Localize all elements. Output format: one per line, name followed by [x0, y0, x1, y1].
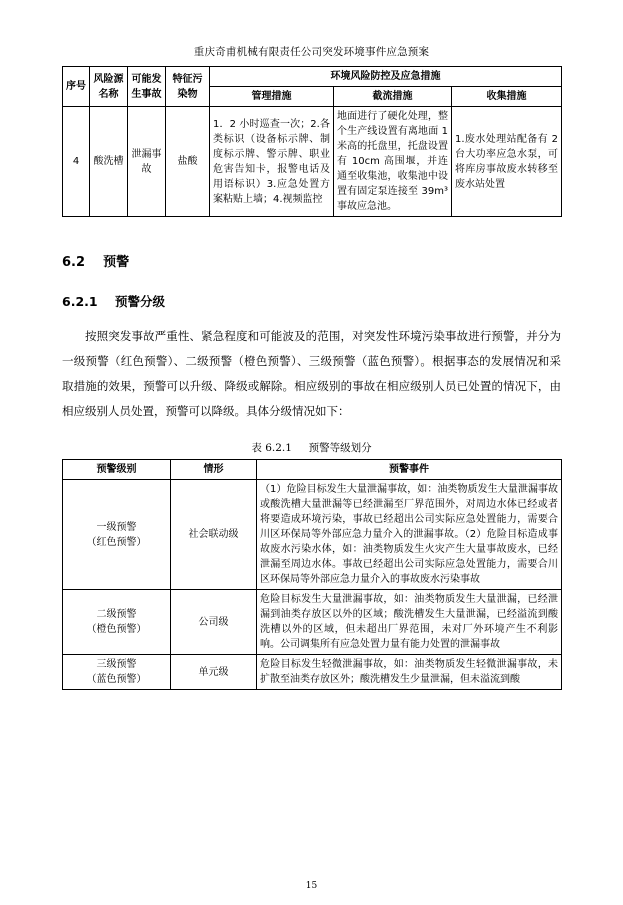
- table-row: [63, 480, 562, 590]
- section-621-paragraph: 按照突发事故严重性、紧急程度和可能波及的范围，对突发性环境污染事故进行预警，并分为一级预警（红色预警）、二级预警（橙色预警）、三级预警（蓝色预警）。根据事态的发展情况和采取措施的效果，预警可以升级、降级或解除。相应级别的事故在相应级别人员已处置的情况下，由相应级别人员处置，预警可以降级。具体分级情况如下：: [62, 329, 561, 418]
- header-intercept: 截流措施: [334, 87, 452, 107]
- cell-warning-event: 危险目标发生轻微泄漏事故，如：油类物质发生轻微泄漏事故，未扩散至油类存放区外；酸洗槽发生少量泄漏，但未溢流到酸: [257, 655, 562, 690]
- cell-pollutant: 盐酸: [166, 107, 210, 217]
- table2-caption-text: 预警等级划分: [308, 442, 372, 454]
- header-seq: 序号: [63, 67, 90, 107]
- warning-level-line1: 二级预警: [96, 609, 137, 620]
- table-row: [63, 655, 562, 690]
- header-risk-source: 风险源名称: [90, 67, 128, 107]
- section-heading-62: [62, 251, 561, 270]
- table-row: [63, 590, 562, 655]
- cell-warning-event: 危险目标发生大量泄漏事故，如：油类物质发生大量泄漏，已经泄漏到油类存放区以外的区域；酸洗槽发生大量泄漏，已经溢流到酸洗槽以外的区域，但未超出厂界范围，未对厂外环境产生不利影响。公司调集所有应急处置力量有能力处置的泄漏事故: [257, 590, 562, 655]
- section-621-title: 预警分级: [115, 294, 166, 309]
- table2-caption: [62, 440, 561, 455]
- table2-header-row: [63, 460, 562, 480]
- cell-intercept: 地面进行了硬化处理，整个生产线设置有离地面 1 米高的托盘里，托盘设置有 10cm 高围堰，并连通至收集池，收集池中设置有固定泵连接至 39m³事故应急池。: [334, 107, 452, 217]
- cell-accident: 泄漏事故: [128, 107, 166, 217]
- table-header-row-1: [63, 67, 562, 87]
- cell-warning-event: （1）危险目标发生大量泄漏事故，如：油类物质发生大量泄漏事故或酸洗槽大量泄漏等已经泄漏至厂界范围外，对周边水体已经或者将要造成环境污染，事故已经超出公司实际应急处置能力，需要合川区环保局等外部应急力量介入的泄漏事故。（2）危险目标造成事故废水污染水体，如：油类物质发生火灾产生大量事故废水，已经泄漏至周边水体。事故已经超出公司实际应急处置能力，需要合川区环保局等外部应急力量介入的事故废水污染事故: [257, 480, 562, 590]
- cell-seq: 4: [63, 107, 90, 217]
- warning-level-line2: （橙色预警）: [86, 624, 147, 635]
- cell-warning-level: [63, 655, 171, 690]
- section-621-number: 6.2.1: [62, 294, 98, 309]
- warning-level-line1: 三级预警: [96, 659, 137, 670]
- cell-manage: 1．2 小时巡查一次；2.各类标识（设备标示牌、制度标示牌、警示牌、职业危害告知卡，报警电话及用语标识）3.应急处置方案粘贴上墙；4.视频监控: [210, 107, 334, 217]
- document-page: [0, 44, 623, 905]
- header-warning-level: 预警级别: [63, 460, 171, 480]
- warning-level-line1: 一级预警: [96, 521, 137, 533]
- header-warning-event: 预警事件: [257, 460, 562, 480]
- table2-caption-label: 表 6.2.1: [251, 442, 292, 454]
- section-62-title: 预警: [103, 255, 130, 270]
- risk-control-table: [62, 66, 562, 217]
- cell-warning-level: [63, 480, 171, 590]
- warning-level-line2: （蓝色预警）: [86, 674, 147, 685]
- cell-warning-level: [63, 590, 171, 655]
- cell-collect: 1.废水处理站配备有 2 台大功率应急水泵，可将库房事故废水转移至废水站处置: [452, 107, 562, 217]
- header-measures-group: 环境风险防控及应急措施: [210, 67, 562, 87]
- header-pollutant: 特征污染物: [166, 67, 210, 107]
- section-heading-621: [62, 292, 561, 310]
- cell-situation: 单元级: [171, 655, 257, 690]
- cell-situation: 社会联动级: [171, 480, 257, 590]
- page-number: 15: [305, 881, 318, 891]
- table-row: [63, 107, 562, 217]
- document-title: 重庆奇甫机械有限责任公司突发环境事件应急预案: [193, 46, 430, 58]
- header-collect: 收集措施: [452, 87, 562, 107]
- cell-situation: 公司级: [171, 590, 257, 655]
- cell-risk-source: 酸洗槽: [90, 107, 128, 217]
- section-62-number: 6.2: [62, 255, 86, 270]
- header-manage: 管理措施: [210, 87, 334, 107]
- header-accident: 可能发生事故: [128, 67, 166, 107]
- warning-level-line2: （红色预警）: [86, 536, 147, 548]
- header-situation: 情形: [171, 460, 257, 480]
- warning-level-table: [62, 459, 562, 690]
